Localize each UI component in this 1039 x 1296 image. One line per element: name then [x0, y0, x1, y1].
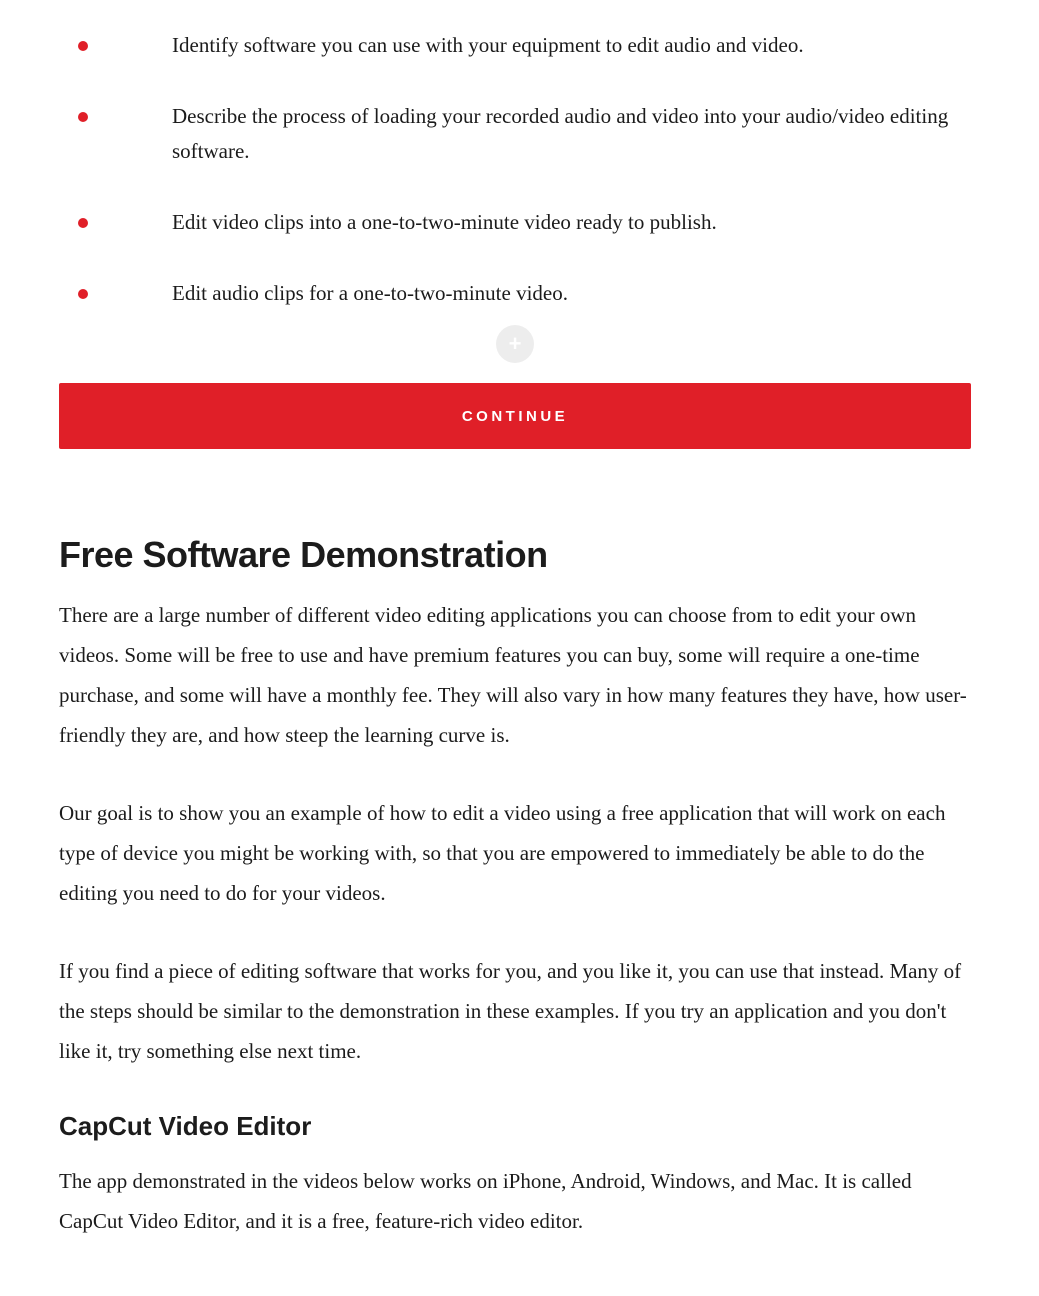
article: [59, 533, 971, 1241]
bullet-icon: [78, 218, 88, 228]
list-item-text: Edit audio clips for a one-to-two-minute video.: [172, 281, 568, 305]
bullet-icon: [78, 289, 88, 299]
list-item-text: Edit video clips into a one-to-two-minute video ready to publish.: [172, 210, 717, 234]
list-item: [59, 28, 971, 63]
subsection-heading: CapCut Video Editor: [59, 1111, 312, 1141]
list-item-text: Identify software you can use with your equipment to edit audio and video.: [172, 33, 804, 57]
paragraph: Our goal is to show you an example of how to edit a video using a free application that will work on each type of device you might be working with, so that you are empowered to immediately be able to do the editing you need to do for your videos.: [59, 801, 946, 905]
add-block-button[interactable]: [496, 325, 534, 363]
bullet-icon: [78, 41, 88, 51]
paragraph: The app demonstrated in the videos below works on iPhone, Android, Windows, and Mac. It is called CapCut Video Editor, and it is a free, feature-rich video editor.: [59, 1169, 912, 1233]
continue-button[interactable]: CONTINUE: [59, 383, 971, 449]
content-divider: [59, 325, 971, 363]
list-item: [59, 99, 971, 169]
plus-icon: +: [508, 331, 522, 356]
paragraph: There are a large number of different video editing applications you can choose from to edit your own videos. Some will be free to use and have premium features you can buy, some will require a one-time purchase, and some will have a monthly fee. They will also vary in how many features they have, how user-friendly they are, and how steep the learning curve is.: [59, 603, 967, 747]
bullet-icon: [78, 112, 88, 122]
objectives-list: [59, 28, 971, 311]
list-item: [59, 205, 971, 240]
list-item-text: Describe the process of loading your recorded audio and video into your audio/video editing software.: [172, 104, 949, 163]
paragraph: If you find a piece of editing software that works for you, and you like it, you can use that instead. Many of the steps should be similar to the demonstration in these examples. If you try an application and you don't like it, try something else next time.: [59, 959, 962, 1063]
list-item: [59, 276, 971, 311]
section-heading: Free Software Demonstration: [59, 534, 548, 575]
